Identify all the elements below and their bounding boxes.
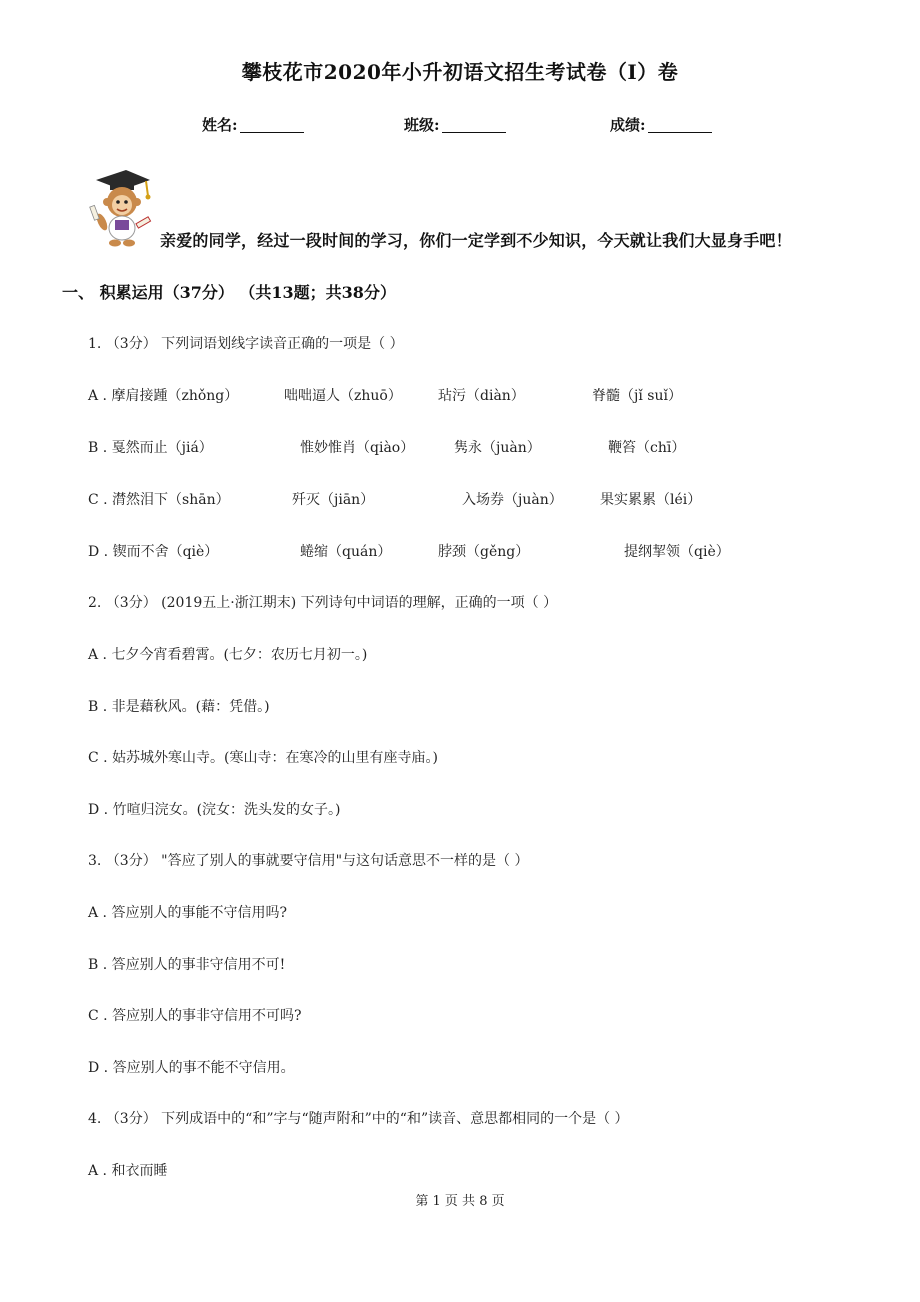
question-3-option-c[interactable]: C . 答应别人的事非守信用不可吗? [88, 1008, 302, 1024]
question-2-option-d[interactable]: D . 竹喧归浣女。(浣女：洗头发的女子。) [88, 802, 341, 818]
question-2-option-c[interactable]: C . 姑苏城外寒山寺。(寒山寺：在寒冷的山里有座寺庙。) [88, 750, 438, 766]
q1-c-word-2: 歼灭（jiān） [292, 492, 375, 508]
q1-b-word-3: 隽永（juàn） [454, 440, 541, 456]
q1-c-word-1: C . 潸然泪下（shān） [88, 492, 230, 508]
q1-c-word-4: 果实累累（léi） [600, 492, 702, 508]
question-2-option-b[interactable]: B . 非是藉秋风。(藉：凭借。) [88, 699, 270, 715]
question-2-option-a[interactable]: A . 七夕今宵看碧霄。(七夕：农历七月初一。) [88, 647, 368, 663]
name-field [202, 114, 304, 135]
question-3-option-a[interactable]: A . 答应别人的事能不守信用吗? [88, 905, 287, 921]
q1-a-word-1: A . 摩肩接踵（zhǒng） [88, 388, 239, 404]
section-heading: 一、 积累运用（37分） （共13题；共38分） [62, 283, 396, 302]
q1-d-word-3: 脖颈（gěng） [438, 544, 530, 560]
graduate-mascot-icon [88, 166, 154, 248]
question-1-option-c[interactable] [88, 489, 702, 509]
q1-b-word-1: B . 戛然而止（jiá） [88, 440, 213, 456]
question-3-option-d[interactable]: D . 答应别人的事不能不守信用。 [88, 1060, 295, 1076]
question-1-option-a[interactable] [88, 385, 682, 405]
page-title: 攀枝花市2020年小升初语文招生考试卷（I）卷 [241, 60, 679, 84]
question-1-option-b[interactable] [88, 437, 686, 457]
name-blank [240, 117, 304, 133]
q1-c-word-3: 入场券（juàn） [462, 492, 563, 508]
question-1-stem: 1. （3分） 下列词语划线字读音正确的一项是（ ） [88, 336, 404, 352]
score-label: 成绩: [610, 116, 646, 134]
score-field [610, 114, 712, 135]
q1-a-word-4: 脊髓（jǐ suǐ） [592, 388, 682, 404]
q1-d-word-1: D . 锲而不舍（qiè） [88, 544, 219, 560]
question-4-stem: 4. （3分） 下列成语中的“和”字与“随声附和”中的“和”读音、意思都相同的一个是（ ） [88, 1111, 629, 1127]
q1-a-word-3: 玷污（diàn） [438, 388, 525, 404]
page-footer: 第 1 页 共 8 页 [415, 1194, 505, 1209]
q1-b-word-2: 惟妙惟肖（qiào） [300, 440, 415, 456]
q1-b-word-4: 鞭笞（chī） [608, 440, 686, 456]
question-2-stem: 2. （3分） (2019五上·浙江期末) 下列诗句中词语的理解，正确的一项（ ） [88, 595, 558, 611]
greeting-text: 亲爱的同学，经过一段时间的学习，你们一定学到不少知识，今天就让我们大显身手吧！ [160, 231, 792, 250]
q1-d-word-2: 蜷缩（quán） [300, 544, 392, 560]
class-blank [442, 117, 506, 133]
question-1-option-d[interactable] [88, 541, 730, 561]
question-4-option-a[interactable]: A . 和衣而睡 [88, 1163, 168, 1179]
class-field [404, 114, 506, 135]
q1-d-word-4: 提纲挈领（qiè） [624, 544, 730, 560]
class-label: 班级: [404, 116, 440, 134]
question-3-option-b[interactable]: B . 答应别人的事非守信用不可! [88, 957, 286, 973]
score-blank [648, 117, 712, 133]
q1-a-word-2: 咄咄逼人（zhuō） [284, 388, 402, 404]
name-label: 姓名: [202, 116, 238, 134]
question-3-stem: 3. （3分） "答应了别人的事就要守信用"与这句话意思不一样的是（ ） [88, 853, 529, 869]
